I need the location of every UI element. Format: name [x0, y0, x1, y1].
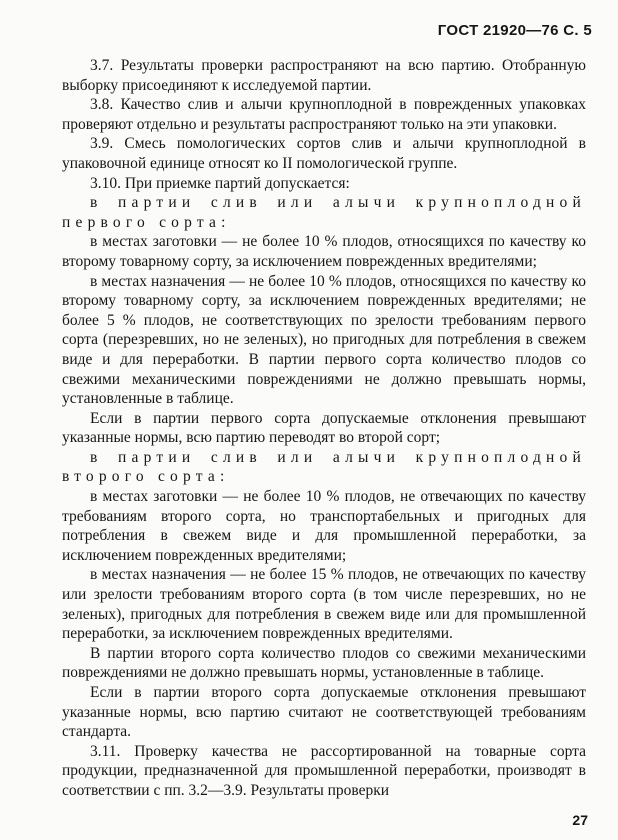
paragraph-3-10: 3.10. При приемке партий допускается: [90, 174, 350, 192]
paragraph-first-exceed: Если в партии первого сорта допускаемые отклонения превышают указанные нормы, всю партию переводят во второй сорт; [62, 409, 586, 447]
paragraph-first-procurement: в местах заготовки — не более 10 % плодов, относящихся по качеству ко второму товарному сорту, за исключением поврежденных вредителями; [62, 233, 586, 270]
paragraph-3-8: 3.8. Качество слив и алычи крупноплодной в поврежденных упаковках проверяют отдельно и результаты распространяют только на эти упаковки. [62, 96, 586, 133]
paragraph-3-7: 3.7. Результаты проверки распространяют на всю партию. Отобранную выборку присоединяют к исследуемой партии. [62, 57, 586, 94]
paragraph-3-11: 3.11. Проверку качества не рассортированной на товарные сорта продукции, предназначенной для промышленной переработки, производят в соответствии с пп. 3.2—3.9. Результаты проверки [62, 742, 586, 799]
paragraph-second-procurement: в местах заготовки — не более 10 % плодов, не отвечающих по качеству требованиям второго сорта, но транспортабельных и пригодных для потребления в свежем виде и для промышленной переработки, за исключением поврежденных вредителями; [62, 488, 586, 564]
subheading-second-grade: в партии слив или алычи крупноплодной второго сорта: [62, 448, 586, 486]
paragraph-second-exceed: Если в партии второго сорта допускаемые отклонения превышают указанные нормы, всю партию считают не соответствующей требованиям стандарта. [62, 684, 586, 741]
page-number: 27 [572, 812, 588, 828]
paragraph-first-destination: в местах назначения — не более 10 % плодов, относящихся по качеству ко второму товарному сорту, за исключением поврежденных вредителями; не более 5 % плодов, не соответствующих по зрелости требованиям первого сорта (перезревших, но не зеленых), но пригодных для потребления в свежем виде и для переработки. В партии первого сорта количество плодов со свежими механическими повреждениями не должно превышать нормы, установленные в таблице. [62, 272, 586, 408]
paragraph-second-damage: В партии второго сорта количество плодов со свежими механическими повреждениями не должно превышать нормы, установленные в таблице. [62, 644, 586, 682]
document-body [62, 56, 586, 801]
paragraph-3-9: 3.9. Смесь помологических сортов слив и алычи крупноплодной в упаковочной единице относят ко II помологической группе. [62, 135, 586, 172]
page-header: ГОСТ 21920—76 С. 5 [437, 22, 592, 39]
subheading-first-grade: в партии слив или алычи крупноплодной первого сорта: [62, 194, 586, 231]
paragraph-second-destination: в местах назначения — не более 15 % плодов, не отвечающих по качеству или зрелости требованиям второго сорта (в том числе перезревших, но не зеленых), пригодных для потребления в свежем виде или для промышленной переработки, за исключением поврежденных вредителями. [62, 566, 586, 643]
